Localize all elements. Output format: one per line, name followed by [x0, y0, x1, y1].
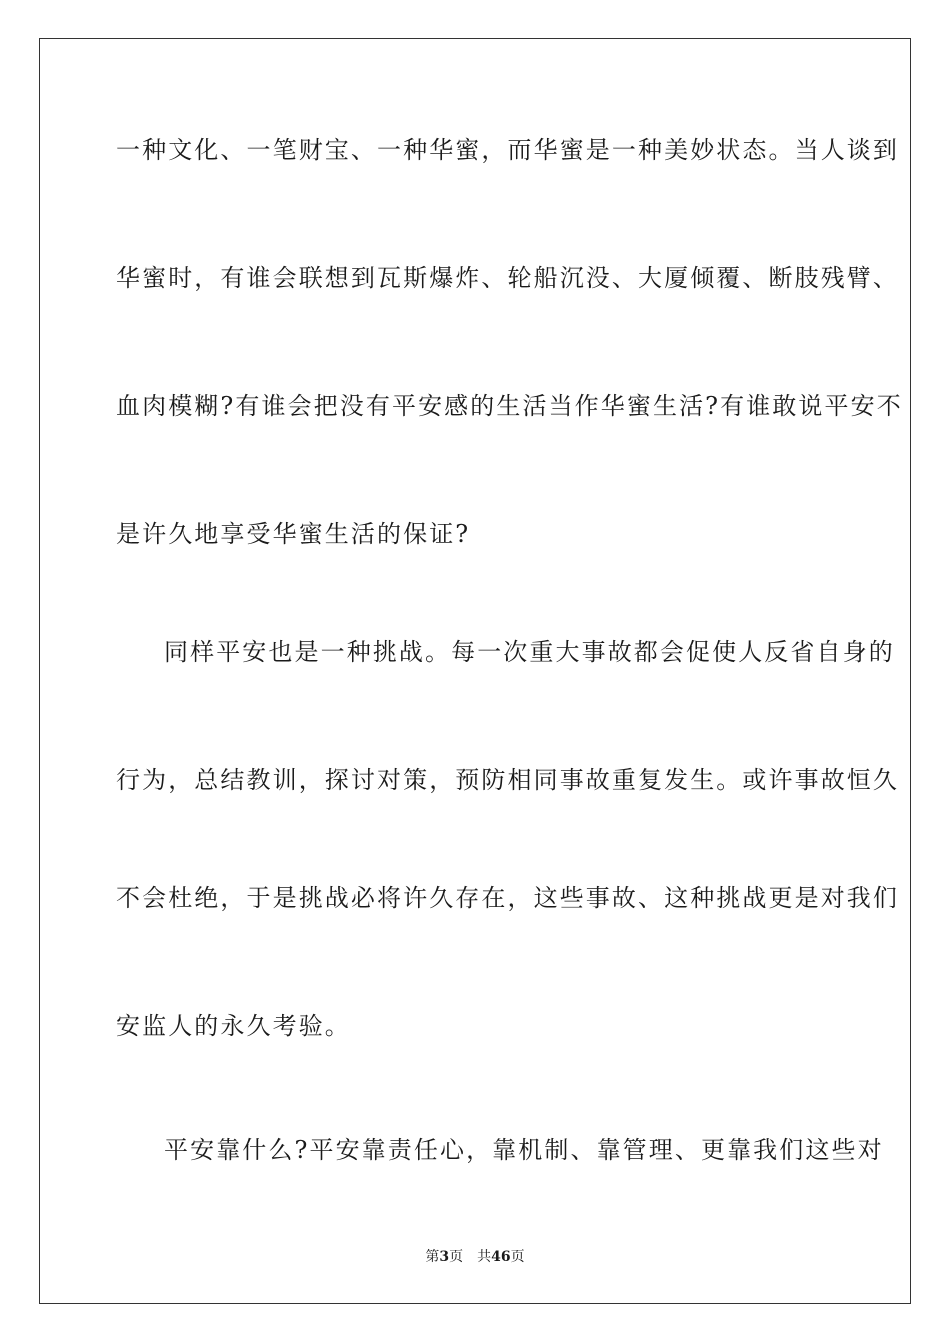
page-suffix: 页	[449, 1249, 464, 1265]
text-line: 平安靠什么?平安靠责任心，靠机制、靠管理、更靠我们这些对	[164, 1136, 884, 1164]
text-line: 同样平安也是一种挑战。每一次重大事故都会促使人反省自身的	[164, 638, 895, 666]
page-number: 3	[439, 1249, 450, 1265]
total-pages: 46	[491, 1249, 511, 1265]
total-prefix: 共	[477, 1249, 492, 1265]
text-line: 行为，总结教训，探讨对策，预防相同事故重复发生。或许事故恒久	[116, 766, 899, 794]
text-line: 血肉模糊?有谁会把没有平安感的生活当作华蜜生活?有谁敢说平安不	[116, 392, 903, 420]
page-prefix: 第	[425, 1249, 440, 1265]
text-line: 不会杜绝，于是挑战必将许久存在，这些事故、这种挑战更是对我们	[116, 884, 899, 912]
text-line: 安监人的永久考验。	[116, 1012, 351, 1040]
total-suffix: 页	[510, 1249, 525, 1265]
text-line: 华蜜时，有谁会联想到瓦斯爆炸、轮船沉没、大厦倾覆、断肢残臂、	[116, 264, 899, 292]
text-line: 是许久地享受华蜜生活的保证?	[116, 520, 471, 548]
page-footer	[0, 1246, 950, 1266]
text-line: 一种文化、一笔财宝、一种华蜜，而华蜜是一种美妙状态。当人谈到	[116, 136, 899, 164]
